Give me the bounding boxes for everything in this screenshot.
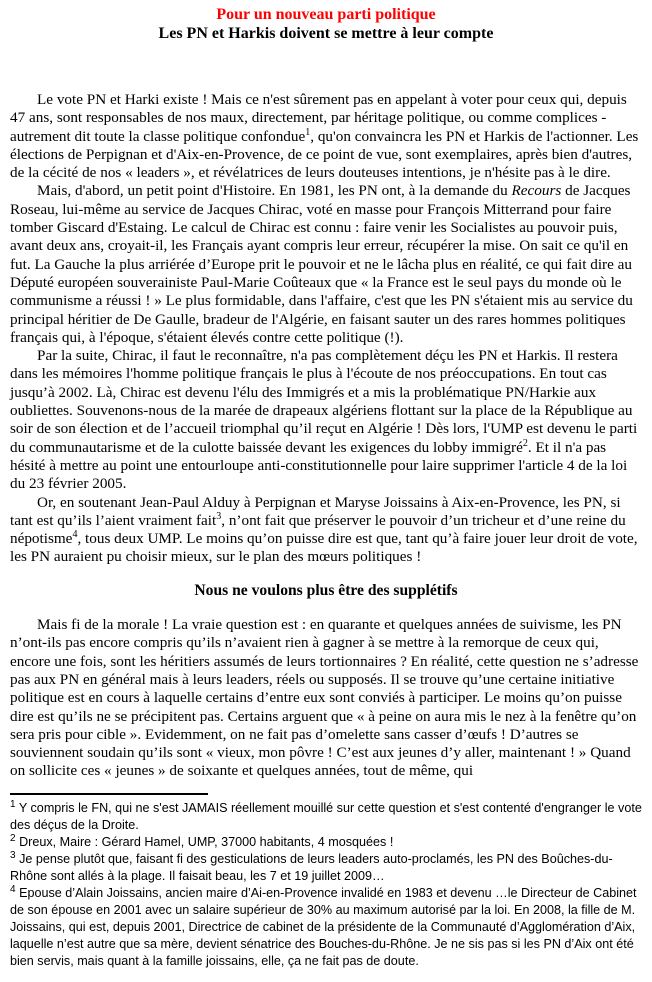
footnote-3 xyxy=(10,851,642,885)
paragraph-3-text: Par la suite, Chirac, il faut le reconnaître, n'a pas complètement déçu les PN et Harkis. Il restera dans les mémoires l'homme politique français le plus à l'écoute de nos préoccupations. En tout cas jusqu’à 2002. Là, Chirac est devenu l'élu des Immigrés et a mis la problématique PN/Harkie aux oubliettes. Souvenons-nous de la marée de drapeaux algériens flottant sur la place de la République au soir de son élection et de l’accueil triomphal qu’il reçut en Algérie ! Dès lors, l'UMP est devenu le parti du communautarisme et de la culotte baissée devant les exigences du lobby immigré xyxy=(10,347,638,456)
paragraph-1-text-cont: , qu'on convaincra les PN et Harkis de l'actionner. Les élections de Perpignan et d'Aix-en-Provence, de ce point de vue, sont exemplaires, après bien d'autres, de la cécité de nos « leaders », et révélatrices de leurs douteuses intentions, je n'hésite pas à le dire. xyxy=(10,127,639,182)
section-heading: Nous ne voulons plus être des supplétifs xyxy=(194,581,458,599)
document-body xyxy=(10,91,642,781)
page-subtitle: Les PN et Harkis doivent se mettre à leur compte xyxy=(158,25,494,42)
paragraph-4-text-cont: , tous deux UMP. Le moins qu’on puisse dire est que, tant qu’à faire jouer leur droit de vote, les PN auraient pu choisir mieux, sur le plan des mœurs politiques ! xyxy=(10,530,638,566)
footnote-1-marker: 1 xyxy=(10,798,16,810)
footnote-1-text: Y compris le FN, qui ne s'est JAMAIS réellement mouillé sur cette question et s'est contenté d'engranger le vote des déçus de la Droite. xyxy=(10,800,642,832)
footnote-ref-3: 3 xyxy=(216,510,222,522)
paragraph-2-text-cont: de Jacques Roseau, lui-même au service de Jacques Chirac, voté en masse pour François Mitterrand pour faire tomber Giscard d'Estaing. Le calcul de Chirac est connu : faire venir les Socialistes au pouvoir puis, avant deux ans, croyait-il, les Français ayant compris leur erreur, récupérer la mise. On sait ce qu'il en fut. La Gauche la plus arriérée d’Europe prit le pouvoir et ne le lâcha plus en réalité, ce qui fait dire au Député européen souverainiste Paul-Marie Coûteaux que « la France est le seul pays du monde où le communisme a réussi ! » Le plus formidable, dans l'affaire, c'est que les PN s'étaient mis au service du principal héritier de De Gaulle, bradeur de l'Algérie, en faisant sauter un des rares hommes politiques français qui, à l'époque, s'étaient élevés contre cette politique (!). xyxy=(10,182,633,346)
footnotes-section xyxy=(10,793,642,970)
paragraph-5-text: Mais fi de la morale ! La vraie question est : en quarante et quelques années de suivisme, les PN n’ont-ils pas encore compris qu’ils n’avaient rien à gagner à se mettre à la remorque de ceux qui, encore une fois, sont les héritiers assumés de leurs tortionnaires ? En réalité, cette question ne s’adresse pas aux PN en général mais à leurs leaders, réels ou supposés. Il se trouve qu’une certaine initiative politique est en cours à laquelle certains d’entre eux sont conviés à participer. Le moins qu’on puisse dire est qu’ils ne se précipitent pas. Certains arguent que « à peine on aura mis le nez à la fenêtre qu’on sera pris pour cible ». Evidemment, on ne fait pas d’omelette sans casser d’œufs ! D’autres se souviennent soudain qu’ils sont « vieux, mon pôvre ! C’est aux jeunes d’y aller, maintenant ! » Quand on sollicite ces « jeunes » de soixante et quelques années, tout de même, qui xyxy=(10,616,639,780)
footnote-1 xyxy=(10,800,642,834)
page-title: Pour un nouveau parti politique xyxy=(216,6,436,23)
footnote-4 xyxy=(10,885,642,970)
recours-italic-text: Recours xyxy=(511,182,562,200)
footnote-4-marker: 4 xyxy=(10,883,16,895)
footnote-3-text: Je pense plutôt que, faisant fi des gesticulations de leurs leaders auto-proclamés, les PN des Boûches-du-Rhône sont allés à la plage. Il faisait beau, les 7 et 19 juillet 2009… xyxy=(10,851,613,883)
footnote-2-marker: 2 xyxy=(10,832,16,844)
footnote-2-text: Dreux, Maire : Gérard Hamel, UMP, 37000 habitants, 4 mosquées ! xyxy=(19,834,394,849)
footnote-separator xyxy=(10,793,208,795)
paragraph-2 xyxy=(10,182,642,347)
paragraph-4 xyxy=(10,494,642,567)
paragraph-2-text: Mais, d'abord, un petit point d'Histoire. En 1981, les PN ont, à la demande du xyxy=(37,182,512,200)
paragraph-4-text-mid: , n’ont fait que préserver le pouvoir d’un tricheur et d’une reine du népotisme xyxy=(10,511,626,548)
paragraph-3-text-cont: . Et il n'a pas hésité à mettre au point une entourloupe anti-constitutionnelle pour laire supprimer l'article 4 de la loi du 23 février 2005. xyxy=(10,438,628,493)
paragraph-1-text: Le vote PN et Harki existe ! Mais ce n'est sûrement pas en appelant à voter pour ceux qui, depuis 47 ans, sont responsables de nos maux, directement, par héritage politique, ou comme complices - autrement dit toute la classe politique confondue xyxy=(10,91,627,145)
footnote-ref-1: 1 xyxy=(305,126,311,138)
footnote-3-marker: 3 xyxy=(10,849,16,861)
footnote-4-text: Epouse d’Alain Joissains, ancien maire d’Ai-en-Provence invalidé en 1983 et devenu …le Directeur de Cabinet de son épouse en 2001 avec un salaire supérieur de 30% au maximum autorisé par la loi. En 2008, la fille de M. Joissains, qui est, depuis 2001, Directrice de cabinet de la présidente de la Communauté d’Agglomération d’Aix, laquelle n’est autre que sa mère, devient sénatrice des Bouches-du-Rhône. Je ne sis pas si les PN d’Aix ont été bien servis, mais quant à la famille joissains, elle, ça ne fait pas de doute. xyxy=(10,885,637,968)
footnote-ref-4: 4 xyxy=(72,529,78,541)
paragraph-3 xyxy=(10,347,642,493)
footnote-2 xyxy=(10,834,642,851)
paragraph-5 xyxy=(10,616,642,781)
paragraph-4-text: Or, en soutenant Jean-Paul Alduy à Perpignan et Maryse Joissains à Aix-en-Provence, les PN, si tant est qu’ils l’aient vraiment fait xyxy=(10,493,621,529)
paragraph-1 xyxy=(10,91,642,182)
footnote-ref-2: 2 xyxy=(522,437,528,449)
